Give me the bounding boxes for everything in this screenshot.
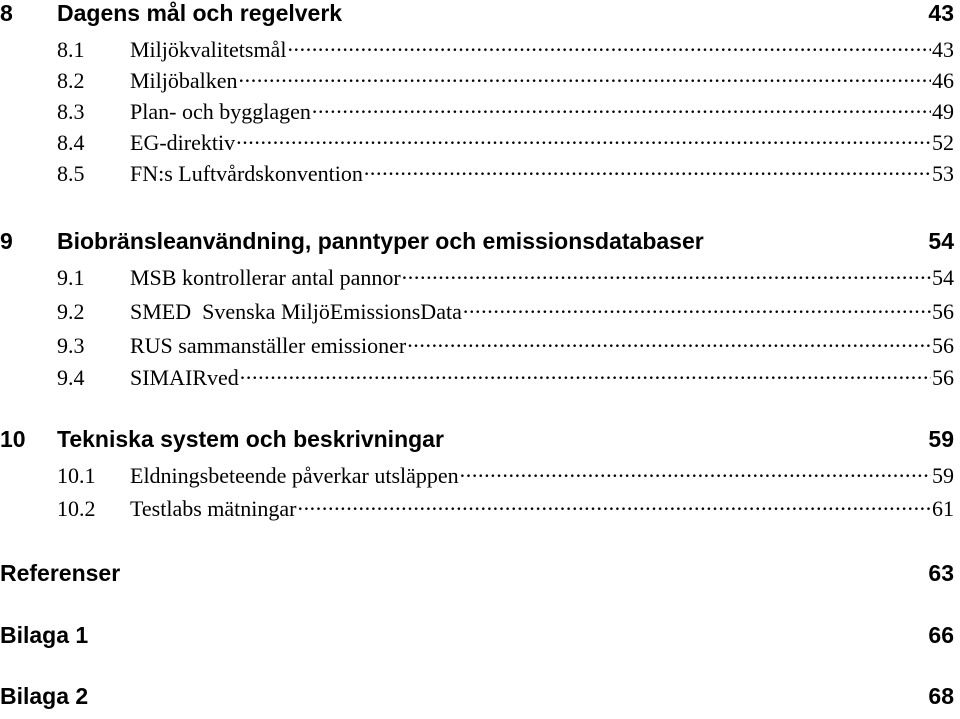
toc-entry-10-2[interactable] bbox=[0, 494, 960, 525]
dot-leader bbox=[463, 297, 931, 319]
dot-leader bbox=[287, 35, 931, 57]
entry-number: 8.4 bbox=[57, 130, 85, 155]
page-number: 59 bbox=[932, 463, 954, 488]
page-number: 54 bbox=[928, 228, 954, 254]
toc-entry-9-4[interactable] bbox=[0, 363, 960, 394]
toc-section-8[interactable] bbox=[0, 0, 960, 32]
toc-entry-8-2[interactable] bbox=[0, 66, 960, 97]
dot-leader bbox=[364, 159, 931, 181]
entry-number: 9.4 bbox=[57, 365, 85, 390]
dot-leader bbox=[236, 128, 931, 150]
entry-number: 8.2 bbox=[57, 68, 85, 93]
page-number: 52 bbox=[932, 130, 954, 155]
entry-number: 9.2 bbox=[57, 299, 85, 324]
entry-title: MSB kontrollerar antal pannor bbox=[130, 265, 401, 290]
entry-title: EG-direktiv bbox=[130, 130, 236, 155]
section-title: Dagens mål och regelverk bbox=[57, 0, 343, 26]
entry-title: Plan- och bygglagen bbox=[130, 99, 311, 124]
dot-leader bbox=[402, 263, 931, 285]
entry-number: 9.1 bbox=[57, 265, 85, 290]
toc-entry-8-3[interactable] bbox=[0, 97, 960, 128]
entry-number: 8.5 bbox=[57, 161, 85, 186]
entry-number: 9.3 bbox=[57, 333, 85, 358]
page-number: 56 bbox=[932, 299, 954, 324]
dot-leader bbox=[240, 363, 931, 385]
entry-title: Testlabs mätningar bbox=[130, 496, 297, 521]
section-title: Referenser bbox=[0, 560, 121, 586]
dot-leader bbox=[460, 461, 931, 483]
toc-entry-10-1[interactable] bbox=[0, 461, 960, 492]
page-number: 46 bbox=[932, 68, 954, 93]
section-title: Biobränsleanvändning, panntyper och emissionsdatabaser bbox=[57, 228, 704, 254]
dot-leader bbox=[407, 331, 931, 353]
section-number: 10 bbox=[0, 426, 26, 452]
page-number: 66 bbox=[928, 622, 954, 648]
section-title: Bilaga 1 bbox=[0, 622, 89, 648]
section-title: Bilaga 2 bbox=[0, 683, 89, 709]
entry-number: 8.3 bbox=[57, 99, 85, 124]
toc-entry-9-3[interactable] bbox=[0, 331, 960, 362]
dot-leader bbox=[239, 66, 931, 88]
toc-entry-8-1[interactable] bbox=[0, 35, 960, 66]
entry-title: SIMAIRved bbox=[130, 365, 239, 390]
entry-number: 10.2 bbox=[57, 496, 96, 521]
entry-number: 8.1 bbox=[57, 37, 85, 62]
page-number: 53 bbox=[932, 161, 954, 186]
page-number: 63 bbox=[928, 560, 954, 586]
toc-references[interactable] bbox=[0, 560, 960, 592]
toc-appendix-2[interactable] bbox=[0, 683, 960, 715]
page-number: 61 bbox=[932, 496, 954, 521]
page-number: 59 bbox=[928, 426, 954, 452]
page-number: 68 bbox=[928, 683, 954, 709]
page-number: 56 bbox=[932, 365, 954, 390]
entry-title: Eldningsbeteende påverkar utsläppen bbox=[130, 463, 459, 488]
toc-section-10[interactable] bbox=[0, 426, 960, 458]
entry-title: RUS sammanställer emissioner bbox=[130, 333, 407, 358]
toc-entry-9-1[interactable] bbox=[0, 263, 960, 294]
entry-title: SMED Svenska MiljöEmissionsData bbox=[130, 299, 462, 324]
dot-leader bbox=[312, 97, 931, 119]
entry-title: Miljöbalken bbox=[130, 68, 238, 93]
page-number: 49 bbox=[932, 99, 954, 124]
entry-title: FN:s Luftvårdskonvention bbox=[130, 161, 363, 186]
section-number: 8 bbox=[0, 0, 13, 26]
toc-entry-9-2[interactable] bbox=[0, 297, 960, 328]
page-number: 56 bbox=[932, 333, 954, 358]
toc-section-9[interactable] bbox=[0, 228, 960, 260]
section-number: 9 bbox=[0, 228, 13, 254]
toc-appendix-1[interactable] bbox=[0, 622, 960, 654]
toc-entry-8-5[interactable] bbox=[0, 159, 960, 190]
page-number: 54 bbox=[932, 265, 954, 290]
page-number: 43 bbox=[932, 37, 954, 62]
dot-leader bbox=[297, 494, 931, 516]
page-number: 43 bbox=[928, 0, 954, 26]
entry-title: Miljökvalitetsmål bbox=[130, 37, 287, 62]
section-title: Tekniska system och beskrivningar bbox=[57, 426, 444, 452]
toc-entry-8-4[interactable] bbox=[0, 128, 960, 159]
entry-number: 10.1 bbox=[57, 463, 96, 488]
